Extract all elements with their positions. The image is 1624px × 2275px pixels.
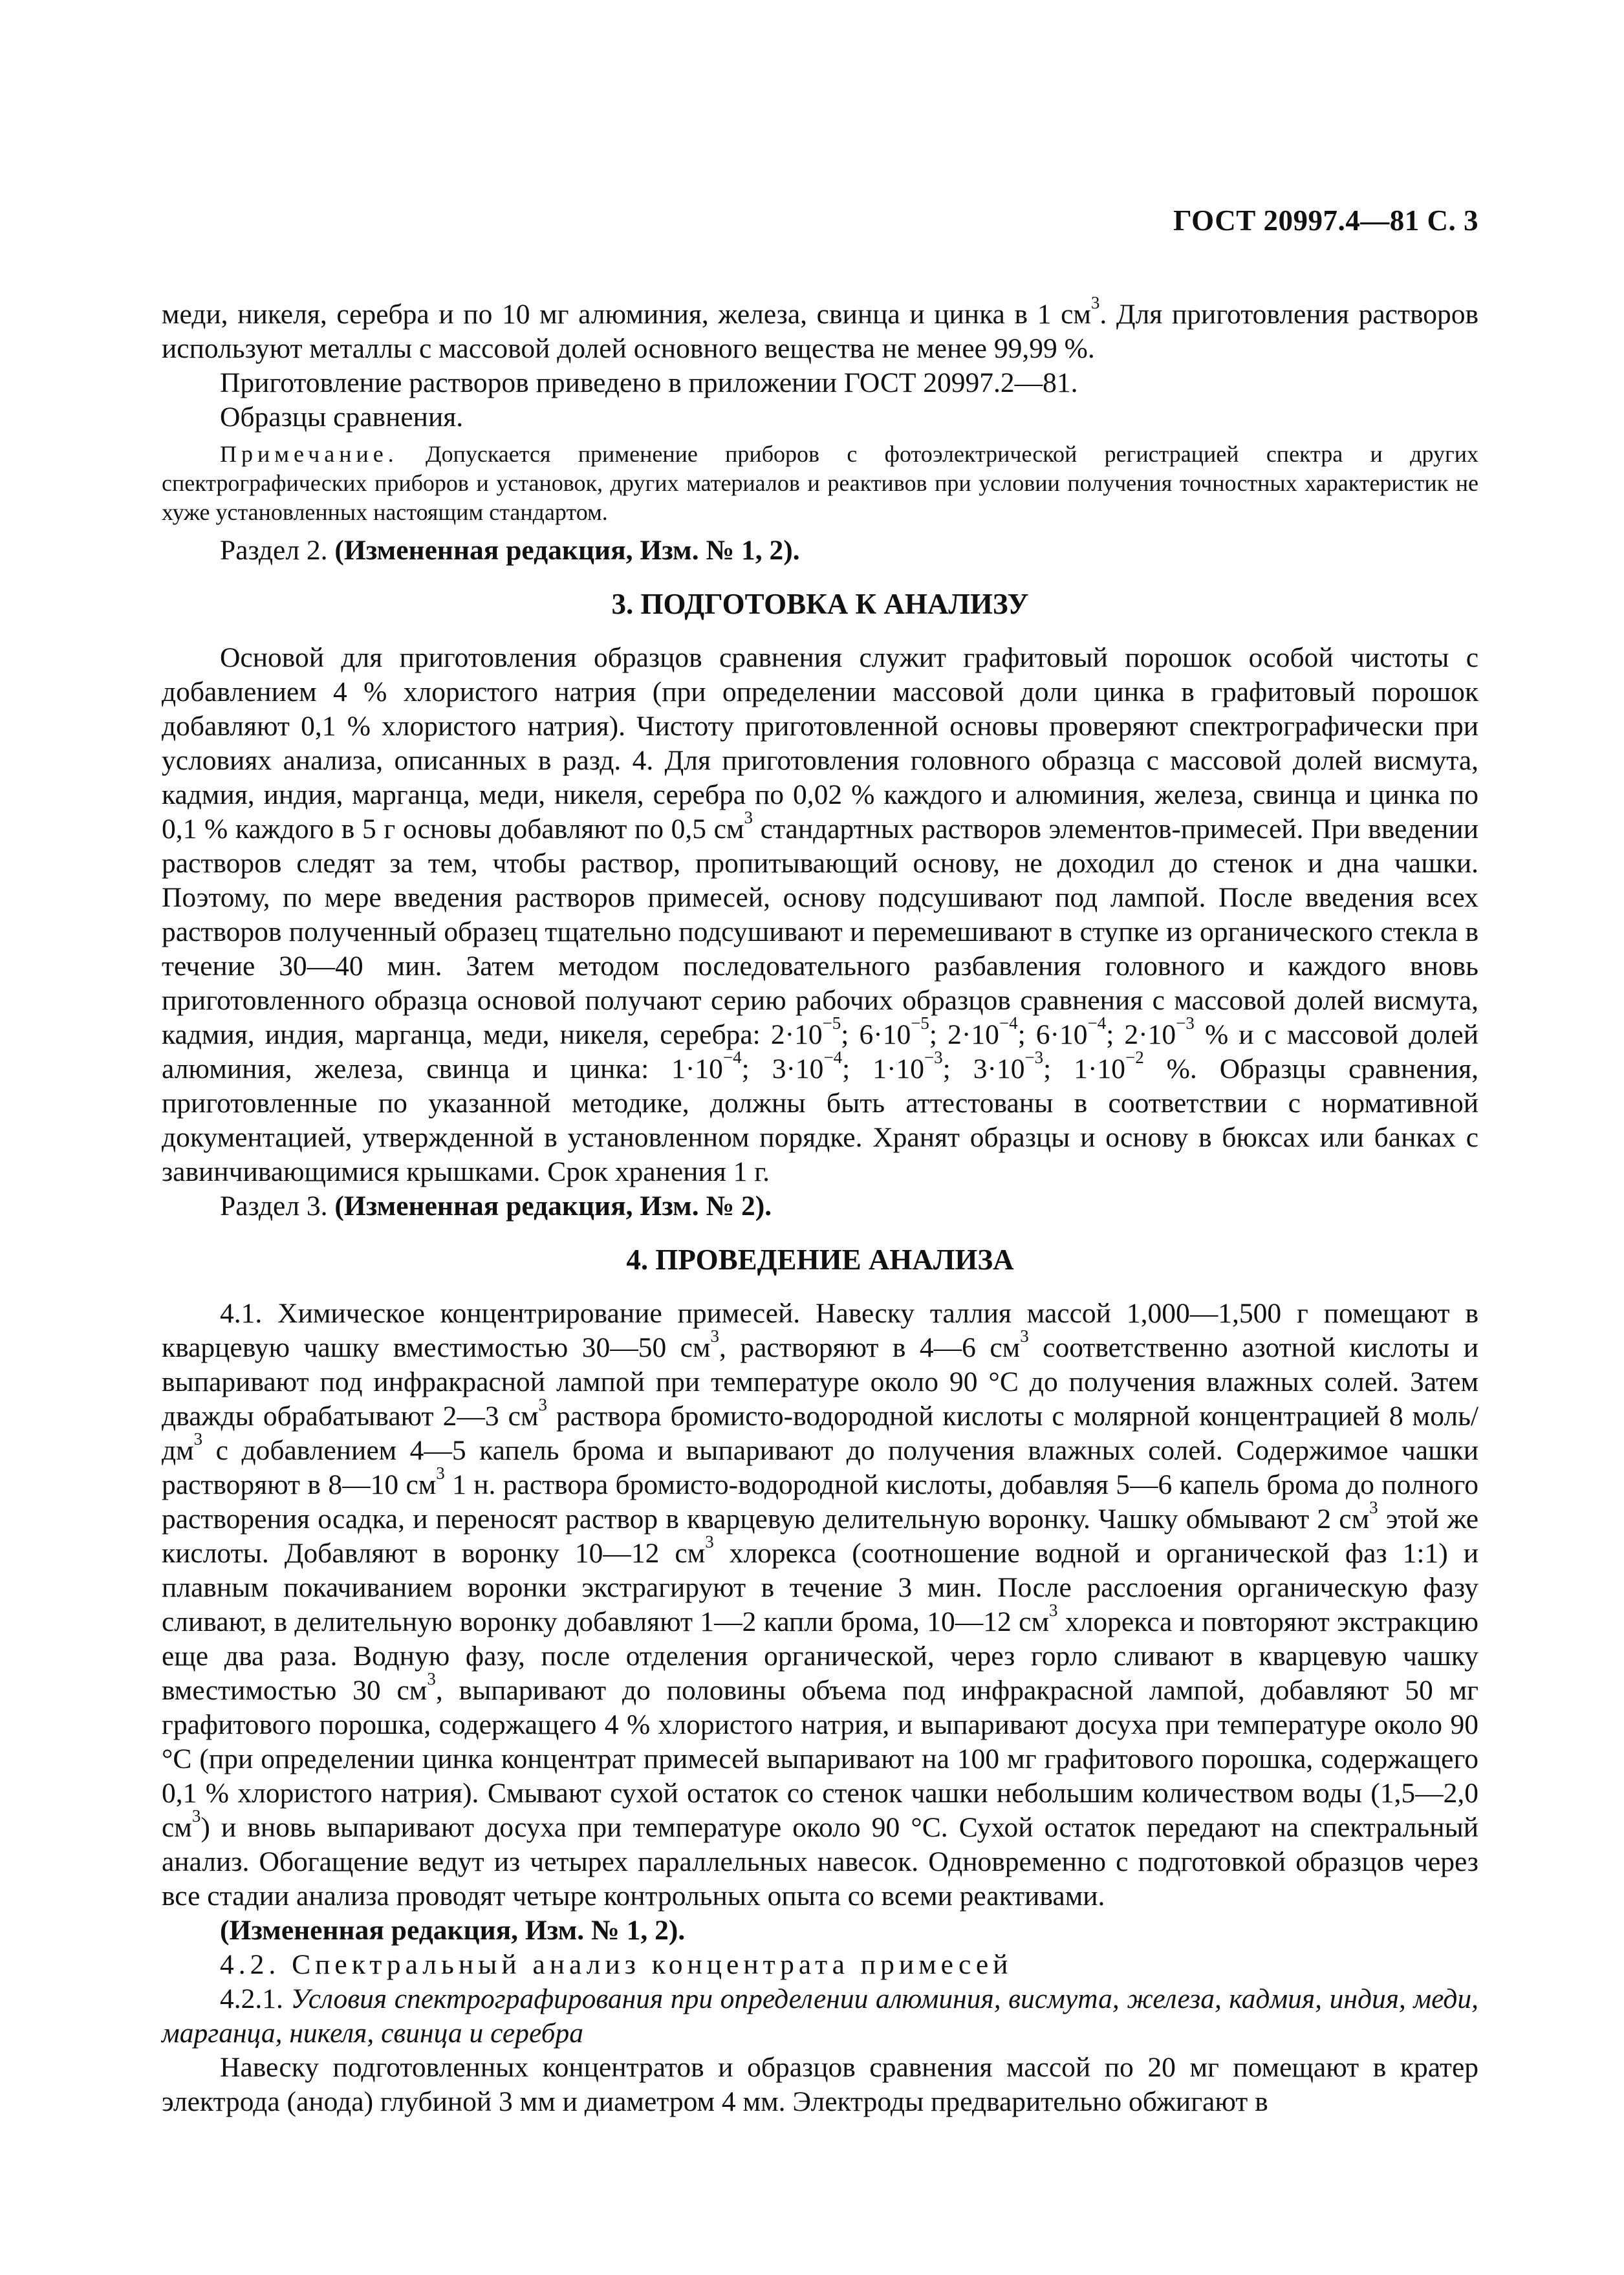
note-label: Примечание. [220,441,398,467]
paragraph: Основой для приготовления образцов сравнения служит графитовый порошок особой чистоты с добавлением 4 % хлористого натрия (при определении массовой доли цинка в графитовый порошок добавляют 0,1 % хлористого натрия). Чистоту приготовленной основы проверяют спектрографически при условиях анализа, описанных в разд. 4. Для приготовления головного образца с массовой долей висмута, кадмия, индия, марганца, меди, никеля, серебра по 0,02 % каждого и алюминия, железа, свинца и цинка по 0,1 % каждого в 5 г основы добавляют по 0,5 $см^3$ стандартных растворов элементов-примесей. При введении растворов следят за тем, чтобы раствор, пропитывающий основу, не доходил до стенок и дна чашки. Поэтому, по мере введения растворов примесей, основу подсушивают под лампой. После введения всех растворов полученный образец тщательно подсушивают и перемешивают в ступке из органического стекла в течение 30—40 мин. Затем методом последовательного разбавления головного и каждого вновь приготовленного образца основой получают серию рабочих образцов сравнения с массовой долей висмута, кадмия, индия, марганца, меди, никеля, серебра: $2\cdot 10^{-5}$; $6\cdot 10^{-5}$; $2\cdot 10^{-4}$; $6\cdot 10^{-4}$; $2\cdot 10^{-3}$ % и с массовой долей алюминия, железа, свинца и цинка: $1\cdot 10^{-4}$; $3\cdot 10^{-4}$; $1\cdot 10^{-3}$; $3\cdot 10^{-3}$; $1\cdot 10^{-2}$ %. Образцы сравнения, приготовленные по указанной методике, должны быть аттестованы в соответствии с нормативной документацией, утвержденной в установленном порядке. Хранят образцы и основу в бюксах или банках с завинчивающимися крышками. Срок хранения 1 г. [162,642,1478,1187]
paragraph: Навеску подготовленных концентратов и образцов сравнения массой по 20 мг помещают в кратер электрода (анода) глубиной 3 мм и диаметром 4 мм. Электроды предварительно обжигают в [162,2052,1478,2117]
paragraph: Приготовление растворов приведено в приложении ГОСТ 20997.2—81. [220,367,1078,398]
paragraph: 4.1. Химическое концентрирование примесей. Навеску таллия массой 1,000—1,500 г помещают в кварцевую чашку вместимостью 30—50 $см^3$, растворяют в 4—6 $см^3$ соответственно азотной кислоты и выпаривают под инфракрасной лампой при температуре около 90 °С до получения влажных солей. Затем дважды обрабатывают 2—3 $см^3$ раствора бромисто-водородной кислоты с молярной концентрацией 8 моль/$дм^3$ с добавлением 4—5 капель брома и выпаривают до получения влажных солей. Содержимое чашки растворяют в 8—10 $см^3$ 1 н. раствора бромисто-водородной кислоты, добавляя 5—6 капель брома до полного растворения осадка, и переносят раствор в кварцевую делительную воронку. Чашку обмывают 2 $см^3$ этой же кислоты. Добавляют в воронку 10—12 $см^3$ хлорекса (соотношение водной и органической фаз 1:1) и плавным покачиванием воронки экстрагируют в течение 3 мин. После расслоения органическую фазу сливают, в делительную воронку добавляют 1—2 капли брома, 10—12 $см^3$ хлорекса и повторяют экстракцию еще два раза. Водную фазу, после отделения органической, через горло сливают в кварцевую чашку вместимостью 30 $см^3$, выпаривают до половины объема под инфракрасной лампой, добавляют 50 мг графитового порошка, содержащего 4 % хлористого натрия, и выпаривают досуха при температуре около 90 °С (при определении цинка концентрат примесей выпаривают на 100 мг графитового порошка, содержащего 0,1 % хлористого натрия). Смывают сухой остаток со стенок чашки небольшим количеством воды (1,5—2,0 $см^3$) и вновь выпаривают досуха при температуре около 90 °С. Сухой остаток передают на спектральный анализ. Обогащение ведут из четырех параллельных навесок. Одновременно с подготовкой образцов через все стадии анализа проводят четыре контрольных опыта со всеми реактивами. [162,1298,1479,1912]
section-heading: 3. ПОДГОТОВКА К АНАЛИЗУ [611,588,1029,620]
section-heading: 4. ПРОВЕДЕНИЕ АНАЛИЗА [626,1244,1014,1276]
paragraph: меди, никеля, серебра и по 10 мг алюминия, железа, свинца и цинка в 1 $см^3$. Для приготовления растворов используют металлы с массовой долей основного вещества не менее 99,99 %. [162,293,1478,364]
amendment-note: Раздел 3. (Измененная редакция, Изм. № 2). [220,1191,772,1222]
amendment-note: Раздел 2. (Измененная редакция, Изм. № 1, 2). [220,535,800,566]
subsection-heading: 4.2.1. Условия спектрографирования при определении алюминия, висмута, железа, кадмия, индия, меди, марганца, никеля, свинца и серебра [162,1983,1478,2049]
running-header: ГОСТ 20997.4—81 С. 3 [1173,204,1478,237]
amendment-note: (Измененная редакция, Изм. № 1, 2). [220,1915,686,1946]
note: Примечание. Допускается применение приборов с фотоэлектрической регистрацией спектра и других спектрографических приборов и установок, других материалов и реактивов при условии получения точностных характеристик не хуже установленных настоящим стандартом. [162,441,1478,525]
subsection-heading: 4.2. Спектральный анализ концентрата примесей [220,1949,1013,1980]
paragraph: Образцы сравнения. [220,402,464,433]
